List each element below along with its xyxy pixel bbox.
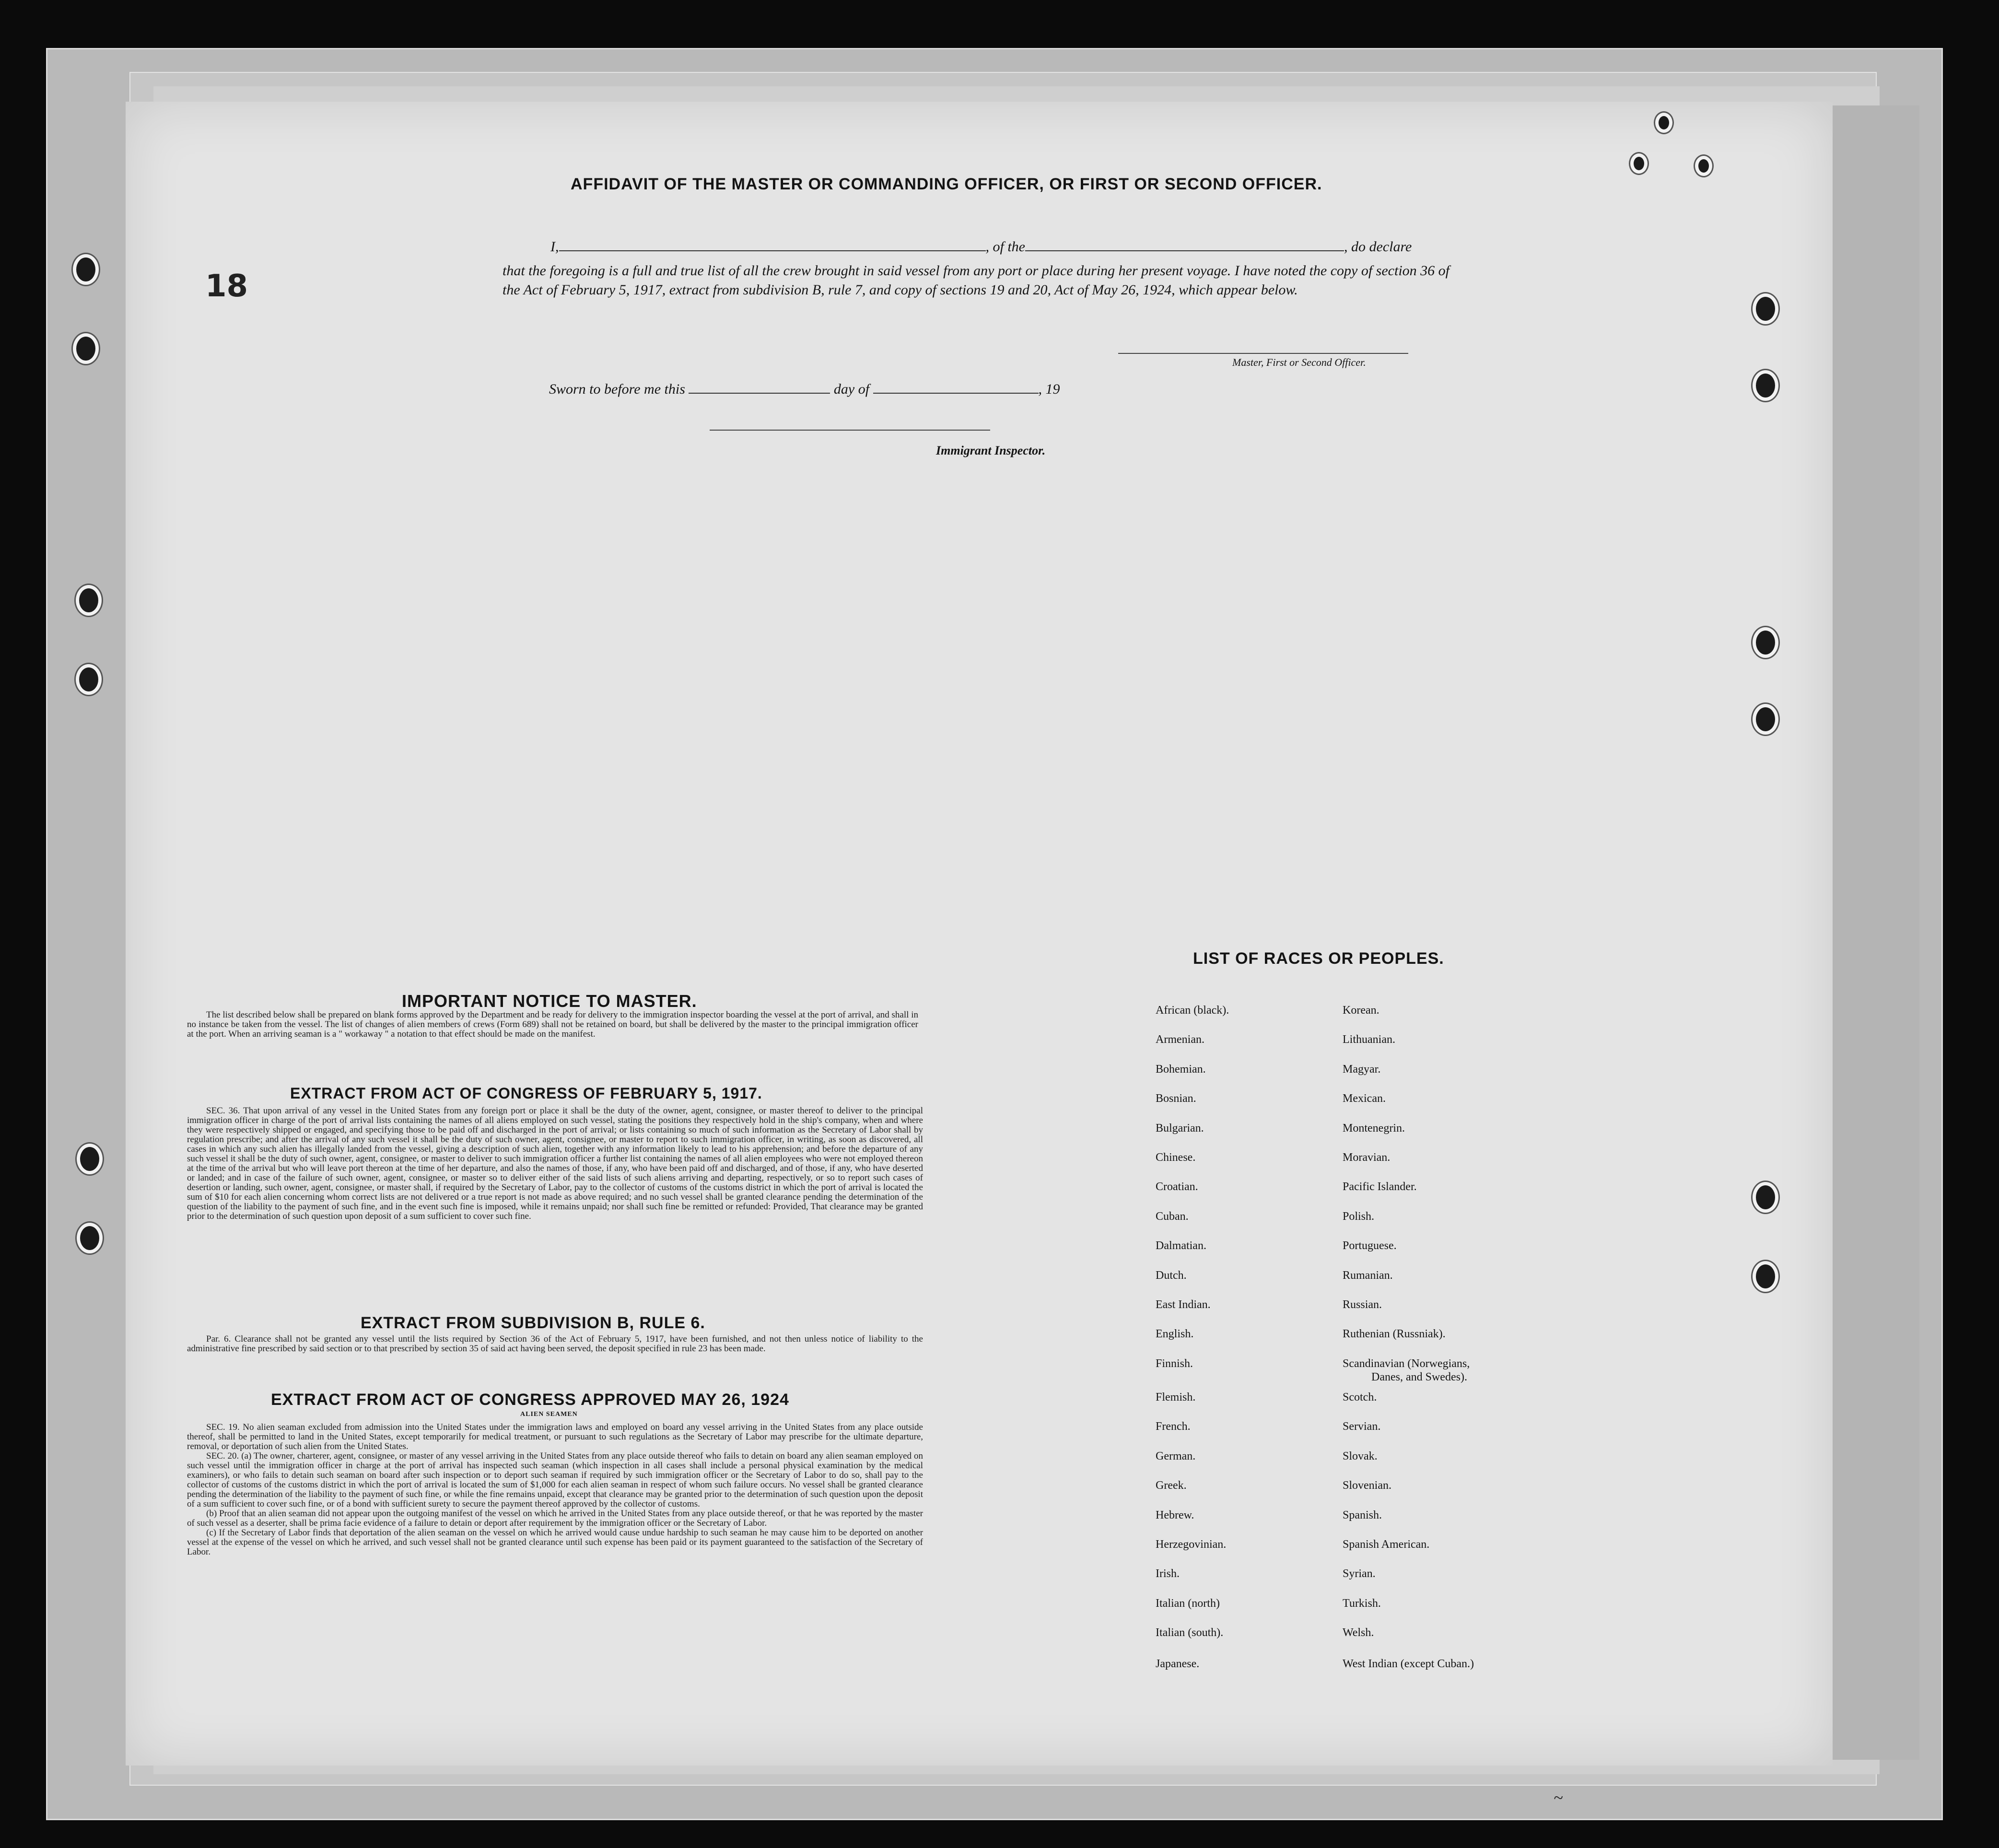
- vessel-name-field[interactable]: [1025, 250, 1344, 251]
- race-item: West Indian (except Cuban.): [1343, 1658, 1474, 1670]
- race-item: Hebrew.: [1156, 1509, 1194, 1521]
- race-item: Rumanian.: [1343, 1269, 1393, 1282]
- race-item: Japanese.: [1156, 1658, 1200, 1670]
- binder-hole-icon: [1753, 1182, 1778, 1213]
- extract-rule6-title: EXTRACT FROM SUBDIVISION B, RULE 6.: [361, 1314, 705, 1332]
- race-item: Slovak.: [1343, 1450, 1378, 1462]
- binder-hole-icon: [1753, 704, 1778, 735]
- race-item: Italian (north): [1156, 1597, 1220, 1610]
- affidavit-of-the-label: , of the: [985, 239, 1025, 255]
- race-item: Croatian.: [1156, 1181, 1198, 1193]
- race-item: Greek.: [1156, 1479, 1187, 1492]
- race-item: East Indian.: [1156, 1298, 1211, 1311]
- sworn-month-field[interactable]: [873, 393, 1039, 394]
- binder-hole-icon: [1753, 627, 1778, 658]
- race-item: Magyar.: [1343, 1063, 1381, 1076]
- race-item: Lithuanian.: [1343, 1033, 1395, 1046]
- binder-hole-icon: [73, 333, 99, 364]
- year-prefix-label: , 19: [1038, 381, 1060, 397]
- section-20c-paragraph: (c) If the Secretary of Labor finds that deportation of the alien seaman on the vessel on which he arrived would cause undue hardship to such seaman he may cause him to be deported on another vessel at the expense of the vessel on which he arrived, and such vessel shall not be granted clearance until such expense has been paid or its payment guaranteed to the satisfaction of the Secretary of Labor.: [187, 1528, 923, 1557]
- race-item: Italian (south).: [1156, 1626, 1224, 1639]
- race-item: Bohemian.: [1156, 1063, 1206, 1076]
- race-item: Chinese.: [1156, 1151, 1196, 1164]
- race-item: Syrian.: [1343, 1567, 1376, 1580]
- binder-hole-icon: [1655, 113, 1672, 133]
- race-item: Korean.: [1343, 1004, 1379, 1017]
- race-item: Servian.: [1343, 1420, 1381, 1433]
- race-item: Spanish American.: [1343, 1538, 1430, 1551]
- binder-hole-icon: [1753, 1261, 1778, 1292]
- race-item: Armenian.: [1156, 1033, 1204, 1046]
- section-36-paragraph: SEC. 36. That upon arrival of any vessel in the United States from any foreign port or place it shall be the duty of the owner, agent, consignee, or master thereof to deliver to the principal immigration officer in charge of the port of arrival lists containing the names of all aliens employed on such vessel, stating the positions they respectively hold in the ship's company, when and where they were respectively shipped or engaged, and specifying those to be paid off and discharged in the port of arrival; or lists containing so much of such information as the Secretary of Labor shall by regulation prescribe; and after the arrival of any such vessel it shall be the duty of such owner, agent, consignee, or master to report to such immigration officer, in writing, as soon as discovered, all cases in which any such alien has illegally landed from the vessel, giving a description of such alien, together with any information likely to lead to his apprehension; and before the departure of any such vessel it shall be the duty of such owner, agent, consignee, or master to deliver to such immigration officer a further list containing the names of all alien employees who were not employed thereon at the time of the arrival but who will leave port thereon at the time of her departure, and also the names of those, if any, who have been paid off and discharged, and of those, if any, who have deserted or landed; and in case of the failure of such owner, agent, consignee, or master so to deliver either of the said lists of such aliens arriving and departing, respectively, or so to report such cases of desertion or landing, such owner, agent, consignee, or master shall, if required by the Secretary of Labor, pay to the collector of customs of the customs district in which the port of arrival is located the sum of $10 for each alien concerning whom correct lists are not delivered or a true report is not made as above required; and no such vessel shall be granted clearance pending the determination of the question of the liability to the payment of such fine, and in the event such fine is imposed, while it remains unpaid; nor shall such fine be remitted or refunded: Provided, That clearance may be granted prior to the determination of such question upon deposit of a sum sufficient to cover such fine.: [187, 1106, 923, 1221]
- race-item: Dalmatian.: [1156, 1240, 1206, 1252]
- section-19-paragraph: SEC. 19. No alien seaman excluded from admission into the United States under the immigration laws and employed on board any vessel arriving in the United States from any place outside thereof, shall be permitted to land in the United States, except temporarily for medical treatment, or pursuant to such regulations as the Secretary of Labor may prescribe for the ultimate departure, removal, or deportation of such alien from the United States.: [187, 1422, 923, 1451]
- races-title: LIST OF RACES OR PEOPLES.: [1193, 949, 1444, 968]
- inspector-signature-field[interactable]: [710, 430, 990, 431]
- race-item: Scotch.: [1343, 1391, 1377, 1404]
- binder-hole-icon: [1630, 153, 1648, 174]
- extract-1917-title: EXTRACT FROM ACT OF CONGRESS OF FEBRUARY 5, 1917.: [290, 1085, 762, 1102]
- sworn-prefix: Sworn to before me this: [549, 381, 685, 397]
- race-item: Dutch.: [1156, 1269, 1187, 1282]
- binder-hole-icon: [1695, 156, 1712, 176]
- sworn-line: [549, 381, 1060, 398]
- race-item: German.: [1156, 1450, 1196, 1462]
- extract-1917-body: [187, 1106, 923, 1221]
- race-item: Flemish.: [1156, 1391, 1196, 1404]
- race-item: Russian.: [1343, 1298, 1382, 1311]
- day-of-label: day of: [833, 381, 870, 397]
- inspector-label: Immigrant Inspector.: [936, 444, 1046, 457]
- binder-hole-icon: [1753, 293, 1778, 324]
- affidavit-declaration-line: [550, 239, 1412, 255]
- page-marker-number: 18: [205, 269, 248, 304]
- extract-1924-body: [187, 1423, 923, 1557]
- race-item: African (black).: [1156, 1004, 1229, 1017]
- extract-rule6-body: [187, 1334, 923, 1354]
- race-item: Irish.: [1156, 1567, 1180, 1580]
- race-item: Montenegrin.: [1343, 1122, 1405, 1135]
- alien-seamen-subtitle: ALIEN SEAMEN: [520, 1411, 578, 1418]
- binder-hole-icon: [73, 254, 99, 285]
- race-item: Bulgarian.: [1156, 1122, 1204, 1135]
- notice-body: [187, 1010, 918, 1039]
- race-item: Portuguese.: [1343, 1240, 1397, 1252]
- binder-hole-icon: [77, 1223, 103, 1253]
- signature-label: Master, First or Second Officer.: [1232, 356, 1366, 368]
- race-item: Polish.: [1343, 1210, 1375, 1223]
- affidavit-i-label: I,: [550, 239, 559, 255]
- race-item: Slovenian.: [1343, 1479, 1391, 1492]
- race-item: Finnish.: [1156, 1357, 1193, 1370]
- section-20b-paragraph: (b) Proof that an alien seaman did not appear upon the outgoing manifest of the vessel on which he arrived in the United States from any place outside thereof, or that he was reported by the master of such vessel as a deserter, shall be prima facie evidence of a failure to detain or deport after requirement by the immigration officer or the Secretary of Labor.: [187, 1509, 923, 1528]
- officer-name-field[interactable]: [559, 250, 986, 251]
- binder-hole-icon: [76, 664, 102, 695]
- sworn-day-field[interactable]: [689, 393, 830, 394]
- affidavit-paragraph: that the foregoing is a full and true list of all the crew brought in said vessel from any port or place during her present voyage. I have noted the copy of section 36 of the Act of February 5, 1917, extract from subdivision B, rule 7, and copy of sections 19 and 20, Act of May 26, 1924, which appear below.: [503, 263, 1450, 298]
- handwritten-scrawl: ~: [1554, 1788, 1563, 1807]
- race-item: French.: [1156, 1420, 1191, 1433]
- race-item: Pacific Islander.: [1343, 1181, 1417, 1193]
- rule-6-paragraph: Par. 6. Clearance shall not be granted any vessel until the lists required by Section 36 of the Act of February 5, 1917, have been furnished, and not then unless notice of liability to the administrative fine prescribed by said section or to that prescribed by section 35 of said act having been served, the deposit specified in rule 23 has been made.: [187, 1334, 923, 1354]
- race-item: Welsh.: [1343, 1626, 1374, 1639]
- race-item: Danes, and Swedes).: [1371, 1371, 1467, 1383]
- race-item: Moravian.: [1343, 1151, 1391, 1164]
- race-item: Cuban.: [1156, 1210, 1189, 1223]
- race-item: Turkish.: [1343, 1597, 1381, 1610]
- race-item: Mexican.: [1343, 1092, 1386, 1105]
- race-item: Ruthenian (Russniak).: [1343, 1328, 1446, 1340]
- race-item: English.: [1156, 1328, 1194, 1340]
- extract-1924-title: EXTRACT FROM ACT OF CONGRESS APPROVED MAY 26, 1924: [271, 1391, 789, 1409]
- race-item: Spanish.: [1343, 1509, 1382, 1521]
- officer-signature-field[interactable]: [1118, 353, 1408, 354]
- affidavit-declare-label: , do declare: [1344, 239, 1412, 255]
- affidavit-title: AFFIDAVIT OF THE MASTER OR COMMANDING OFFICER, OR FIRST OR SECOND OFFICER.: [571, 175, 1322, 193]
- binder-hole-icon: [77, 1144, 103, 1174]
- binder-hole-icon: [76, 585, 102, 616]
- race-item: Herzegovinian.: [1156, 1538, 1227, 1551]
- notice-title: IMPORTANT NOTICE TO MASTER.: [402, 991, 697, 1011]
- race-item: Bosnian.: [1156, 1092, 1196, 1105]
- notice-paragraph: The list described below shall be prepared on blank forms approved by the Department and be ready for delivery to the immigration inspector boarding the vessel at the port of arrival, and shall in no instance be taken from the vessel. The list of changes of alien members of crews (Form 689) shall not be retained on board, but shall be delivered by the master to the principal immigration officer at the port. When an arriving seaman is a " workaway " a notation to that effect should be made on the manifest.: [187, 1010, 918, 1039]
- race-item: Scandinavian (Norwegians,: [1343, 1357, 1470, 1370]
- section-20a-paragraph: SEC. 20. (a) The owner, charterer, agent, consignee, or master of any vessel arriving in the United States from any place outside thereof who fails to detain on board any alien seaman employed on such vessel until the immigration officer in charge at the port of arrival has inspected such seaman (which inspection in all cases shall include a personal physical examination by the medical examiners), or who fails to detain such seaman on board after such inspection or to deport such seaman if required by such immigration officer or the Secretary of Labor to do so, shall pay to the collector of customs of the customs district in which the port of arrival is located the sum of $1,000 for each alien seaman in respect of whom such failure occurs. No vessel shall be granted clearance pending the determination of the liability to the payment of such fine, or while the fine remains unpaid, except that clearance may be granted prior to the determination of such question upon the deposit of a sum sufficient to cover such fine, or of a bond with sufficient surety to secure the payment thereof approved by the collector of customs.: [187, 1451, 923, 1509]
- binder-hole-icon: [1753, 370, 1778, 401]
